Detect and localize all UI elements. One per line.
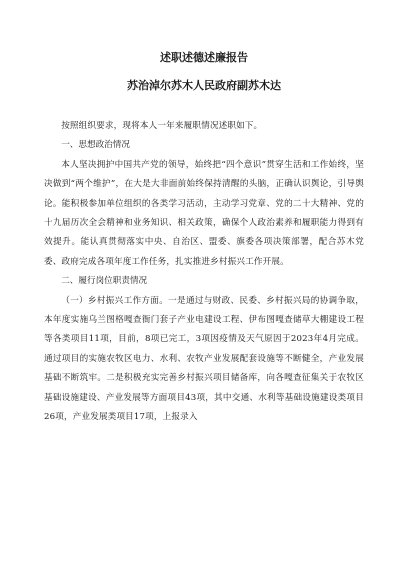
section-heading-political: 一、思想政治情况 <box>61 140 130 151</box>
section-heading-duties: 二、履行岗位职责情况 <box>61 276 148 287</box>
report-title: 述职述德述廉报告 <box>160 51 248 64</box>
section-paragraph-duties: （一）乡村振兴工作方面。一是通过与财政、民委、乡村振兴局的协调争取，本年度实施乌兰图格嘎查衙门套子产业电建设工程、伊布图嘎查储草大棚建设工程等各类项目11项，目前，8项已完工，3项因疫情及天气原因于2023年4月完成。通过项目的实施农牧区电力、水利、农牧产业发展配套设施等不断健全，产业发展基础不断筑牢。二是积极充实完善乡村振兴项目储备库，向各嘎查征集关于农牧区基础设施建设、产业发展等方面项目43项，其中交通、水利等基础设施建设类项目26项，产业发展类项目17项，上报录入 <box>44 295 364 423</box>
section-paragraph-political: 本人坚决拥护中国共产党的领导，始终把“四个意识”贯穿生活和工作始终，坚决做到“两个维护”，在大是大非面前始终保持清醒的头脑，正确认识舆论，引导舆论。能积极参加单位组织的各类学习活动，主动学习党章、党的二十大精神、党的十九届历次全会精神和业务知识、相关政策，确保个人政治素养和履职能力得到有效提升。能认真贯彻落实中央、自治区、盟委、旗委各项决策部署，配合苏木党委、政府完成各项年度工作任务，扎实推进乡村振兴工作开展。 <box>44 159 364 267</box>
report-subtitle: 苏治淖尔苏木人民政府副苏木达 <box>127 79 281 92</box>
intro-paragraph: 按照组织要求，现将本人一年来履职情况述职如下。 <box>61 121 263 131</box>
